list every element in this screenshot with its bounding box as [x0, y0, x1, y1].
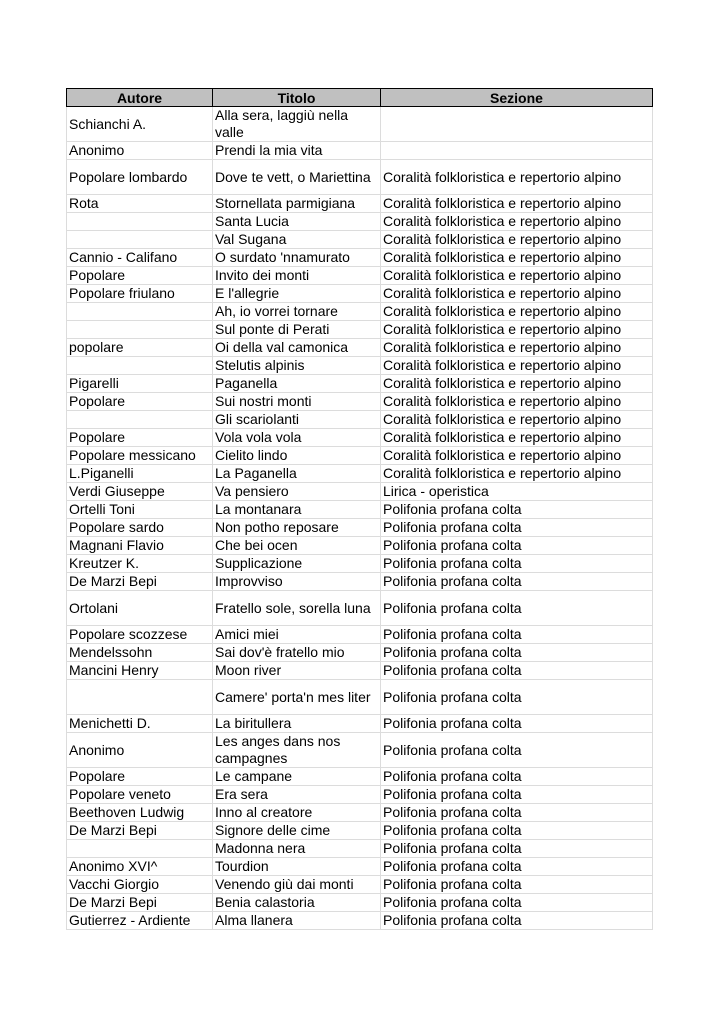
cell-sezione: Polifonia profana colta: [381, 822, 653, 840]
table-row: [67, 393, 653, 411]
cell-autore: Vacchi Giorgio: [67, 876, 213, 894]
table-row: [67, 447, 653, 465]
cell-sezione: Polifonia profana colta: [381, 786, 653, 804]
cell-titolo: Moon river: [213, 662, 381, 680]
cell-autore: De Marzi Bepi: [67, 573, 213, 591]
cell-autore: Popolare lombardo: [67, 160, 213, 195]
table-row: [67, 321, 653, 339]
cell-sezione: Coralità folkloristica e repertorio alpino: [381, 339, 653, 357]
cell-autore: Popolare messicano: [67, 447, 213, 465]
cell-sezione: Polifonia profana colta: [381, 555, 653, 573]
table-row: [67, 680, 653, 715]
cell-sezione: Coralità folkloristica e repertorio alpino: [381, 285, 653, 303]
cell-titolo: Invito dei monti: [213, 267, 381, 285]
cell-sezione: Polifonia profana colta: [381, 626, 653, 644]
table-row: [67, 231, 653, 249]
cell-sezione: Polifonia profana colta: [381, 804, 653, 822]
cell-sezione: Polifonia profana colta: [381, 858, 653, 876]
table-row: [67, 267, 653, 285]
table-row: [67, 786, 653, 804]
cell-autore: Anonimo: [67, 733, 213, 768]
table-row: [67, 733, 653, 768]
table-row: [67, 894, 653, 912]
cell-sezione: Coralità folkloristica e repertorio alpino: [381, 357, 653, 375]
table-row: [67, 662, 653, 680]
cell-autore: [67, 411, 213, 429]
cell-titolo: Ah, io vorrei tornare: [213, 303, 381, 321]
cell-sezione: Coralità folkloristica e repertorio alpino: [381, 429, 653, 447]
table-row: [67, 804, 653, 822]
header-titolo: Titolo: [213, 89, 381, 107]
cell-autore: Pigarelli: [67, 375, 213, 393]
table-row: [67, 876, 653, 894]
table-row: [67, 429, 653, 447]
cell-autore: Popolare sardo: [67, 519, 213, 537]
cell-sezione: [381, 107, 653, 142]
cell-titolo: La montanara: [213, 501, 381, 519]
header-autore: Autore: [67, 89, 213, 107]
cell-sezione: Polifonia profana colta: [381, 501, 653, 519]
cell-autore: Gutierrez - Ardiente: [67, 912, 213, 930]
cell-sezione: Coralità folkloristica e repertorio alpino: [381, 465, 653, 483]
cell-autore: popolare: [67, 339, 213, 357]
cell-titolo: Fratello sole, sorella luna: [213, 591, 381, 626]
cell-titolo: Alla sera, laggiù nella valle: [213, 107, 381, 142]
cell-titolo: Supplicazione: [213, 555, 381, 573]
cell-autore: Mendelssohn: [67, 644, 213, 662]
cell-titolo: La Paganella: [213, 465, 381, 483]
table-row: [67, 285, 653, 303]
cell-sezione: Coralità folkloristica e repertorio alpino: [381, 160, 653, 195]
table-row: [67, 573, 653, 591]
cell-sezione: Coralità folkloristica e repertorio alpino: [381, 249, 653, 267]
cell-autore: Popolare scozzese: [67, 626, 213, 644]
cell-sezione: Coralità folkloristica e repertorio alpino: [381, 231, 653, 249]
cell-sezione: Polifonia profana colta: [381, 894, 653, 912]
cell-titolo: Signore delle cime: [213, 822, 381, 840]
cell-autore: Ortelli Toni: [67, 501, 213, 519]
cell-titolo: Val Sugana: [213, 231, 381, 249]
cell-titolo: La biritullera: [213, 715, 381, 733]
cell-autore: [67, 213, 213, 231]
table-row: [67, 537, 653, 555]
table-row: [67, 357, 653, 375]
table-row: [67, 591, 653, 626]
cell-sezione: Polifonia profana colta: [381, 768, 653, 786]
cell-sezione: Polifonia profana colta: [381, 715, 653, 733]
cell-autore: Verdi Giuseppe: [67, 483, 213, 501]
cell-sezione: Polifonia profana colta: [381, 537, 653, 555]
cell-sezione: Polifonia profana colta: [381, 876, 653, 894]
cell-autore: Schianchi A.: [67, 107, 213, 142]
cell-sezione: Polifonia profana colta: [381, 519, 653, 537]
cell-sezione: Coralità folkloristica e repertorio alpino: [381, 303, 653, 321]
cell-titolo: Stelutis alpinis: [213, 357, 381, 375]
cell-titolo: Cielito lindo: [213, 447, 381, 465]
repertoire-table: [66, 88, 653, 930]
cell-autore: [67, 357, 213, 375]
cell-sezione: Polifonia profana colta: [381, 573, 653, 591]
cell-autore: Magnani Flavio: [67, 537, 213, 555]
cell-autore: [67, 840, 213, 858]
cell-titolo: Gli scariolanti: [213, 411, 381, 429]
cell-sezione: Polifonia profana colta: [381, 680, 653, 715]
cell-autore: Rota: [67, 195, 213, 213]
table-row: [67, 715, 653, 733]
cell-titolo: Benia calastoria: [213, 894, 381, 912]
cell-sezione: Polifonia profana colta: [381, 591, 653, 626]
cell-autore: Beethoven Ludwig: [67, 804, 213, 822]
cell-titolo: E l'allegrie: [213, 285, 381, 303]
table-row: [67, 840, 653, 858]
table-row: [67, 501, 653, 519]
table-row: [67, 411, 653, 429]
cell-sezione: Coralità folkloristica e repertorio alpino: [381, 321, 653, 339]
cell-autore: Popolare friulano: [67, 285, 213, 303]
cell-autore: Popolare: [67, 393, 213, 411]
cell-sezione: Polifonia profana colta: [381, 644, 653, 662]
table-row: [67, 213, 653, 231]
table-row: [67, 303, 653, 321]
cell-titolo: Va pensiero: [213, 483, 381, 501]
cell-sezione: [381, 142, 653, 160]
cell-titolo: Vola vola vola: [213, 429, 381, 447]
table-row: [67, 483, 653, 501]
cell-sezione: Polifonia profana colta: [381, 733, 653, 768]
cell-autore: Cannio - Califano: [67, 249, 213, 267]
cell-autore: Mancini Henry: [67, 662, 213, 680]
cell-titolo: Paganella: [213, 375, 381, 393]
cell-sezione: Coralità folkloristica e repertorio alpino: [381, 447, 653, 465]
cell-titolo: Stornellata parmigiana: [213, 195, 381, 213]
cell-autore: Popolare: [67, 267, 213, 285]
cell-sezione: Coralità folkloristica e repertorio alpino: [381, 411, 653, 429]
cell-titolo: Sui nostri monti: [213, 393, 381, 411]
table-row: [67, 249, 653, 267]
cell-titolo: Dove te vett, o Mariettina: [213, 160, 381, 195]
cell-sezione: Coralità folkloristica e repertorio alpino: [381, 267, 653, 285]
cell-autore: Anonimo XVI^: [67, 858, 213, 876]
cell-titolo: Inno al creatore: [213, 804, 381, 822]
cell-autore: Popolare veneto: [67, 786, 213, 804]
table-row: [67, 858, 653, 876]
cell-titolo: Non potho reposare: [213, 519, 381, 537]
cell-sezione: Lirica - operistica: [381, 483, 653, 501]
cell-autore: [67, 303, 213, 321]
cell-titolo: Alma llanera: [213, 912, 381, 930]
cell-sezione: Polifonia profana colta: [381, 840, 653, 858]
cell-autore: [67, 231, 213, 249]
table-row: [67, 160, 653, 195]
cell-autore: Kreutzer K.: [67, 555, 213, 573]
cell-autore: L.Piganelli: [67, 465, 213, 483]
table-row: [67, 555, 653, 573]
cell-titolo: Les anges dans nos campagnes: [213, 733, 381, 768]
cell-autore: Menichetti D.: [67, 715, 213, 733]
table-row: [67, 626, 653, 644]
cell-autore: De Marzi Bepi: [67, 894, 213, 912]
cell-titolo: Madonna nera: [213, 840, 381, 858]
cell-titolo: Oi della val camonica: [213, 339, 381, 357]
cell-titolo: Tourdion: [213, 858, 381, 876]
cell-sezione: Coralità folkloristica e repertorio alpino: [381, 393, 653, 411]
table-row: [67, 768, 653, 786]
table-row: [67, 339, 653, 357]
table-row: [67, 375, 653, 393]
header-row: [67, 89, 653, 107]
cell-titolo: Camere' porta'n mes liter: [213, 680, 381, 715]
table-row: [67, 107, 653, 142]
table-row: [67, 195, 653, 213]
table-row: [67, 519, 653, 537]
cell-autore: Anonimo: [67, 142, 213, 160]
table-row: [67, 142, 653, 160]
cell-titolo: Che bei ocen: [213, 537, 381, 555]
cell-titolo: Venendo giù dai monti: [213, 876, 381, 894]
cell-autore: [67, 680, 213, 715]
cell-autore: Ortolani: [67, 591, 213, 626]
cell-autore: Popolare: [67, 768, 213, 786]
cell-titolo: O surdato 'nnamurato: [213, 249, 381, 267]
table-row: [67, 644, 653, 662]
cell-titolo: Amici miei: [213, 626, 381, 644]
cell-sezione: Polifonia profana colta: [381, 912, 653, 930]
cell-titolo: Era sera: [213, 786, 381, 804]
cell-titolo: Improvviso: [213, 573, 381, 591]
cell-sezione: Coralità folkloristica e repertorio alpino: [381, 213, 653, 231]
cell-titolo: Sai dov'è fratello mio: [213, 644, 381, 662]
cell-sezione: Coralità folkloristica e repertorio alpino: [381, 195, 653, 213]
cell-autore: Popolare: [67, 429, 213, 447]
cell-autore: De Marzi Bepi: [67, 822, 213, 840]
table-row: [67, 912, 653, 930]
cell-titolo: Santa Lucia: [213, 213, 381, 231]
header-sezione: Sezione: [381, 89, 653, 107]
cell-autore: [67, 321, 213, 339]
cell-titolo: Le campane: [213, 768, 381, 786]
cell-titolo: Sul ponte di Perati: [213, 321, 381, 339]
cell-sezione: Polifonia profana colta: [381, 662, 653, 680]
table-row: [67, 822, 653, 840]
cell-sezione: Coralità folkloristica e repertorio alpino: [381, 375, 653, 393]
table-row: [67, 465, 653, 483]
cell-titolo: Prendi la mia vita: [213, 142, 381, 160]
